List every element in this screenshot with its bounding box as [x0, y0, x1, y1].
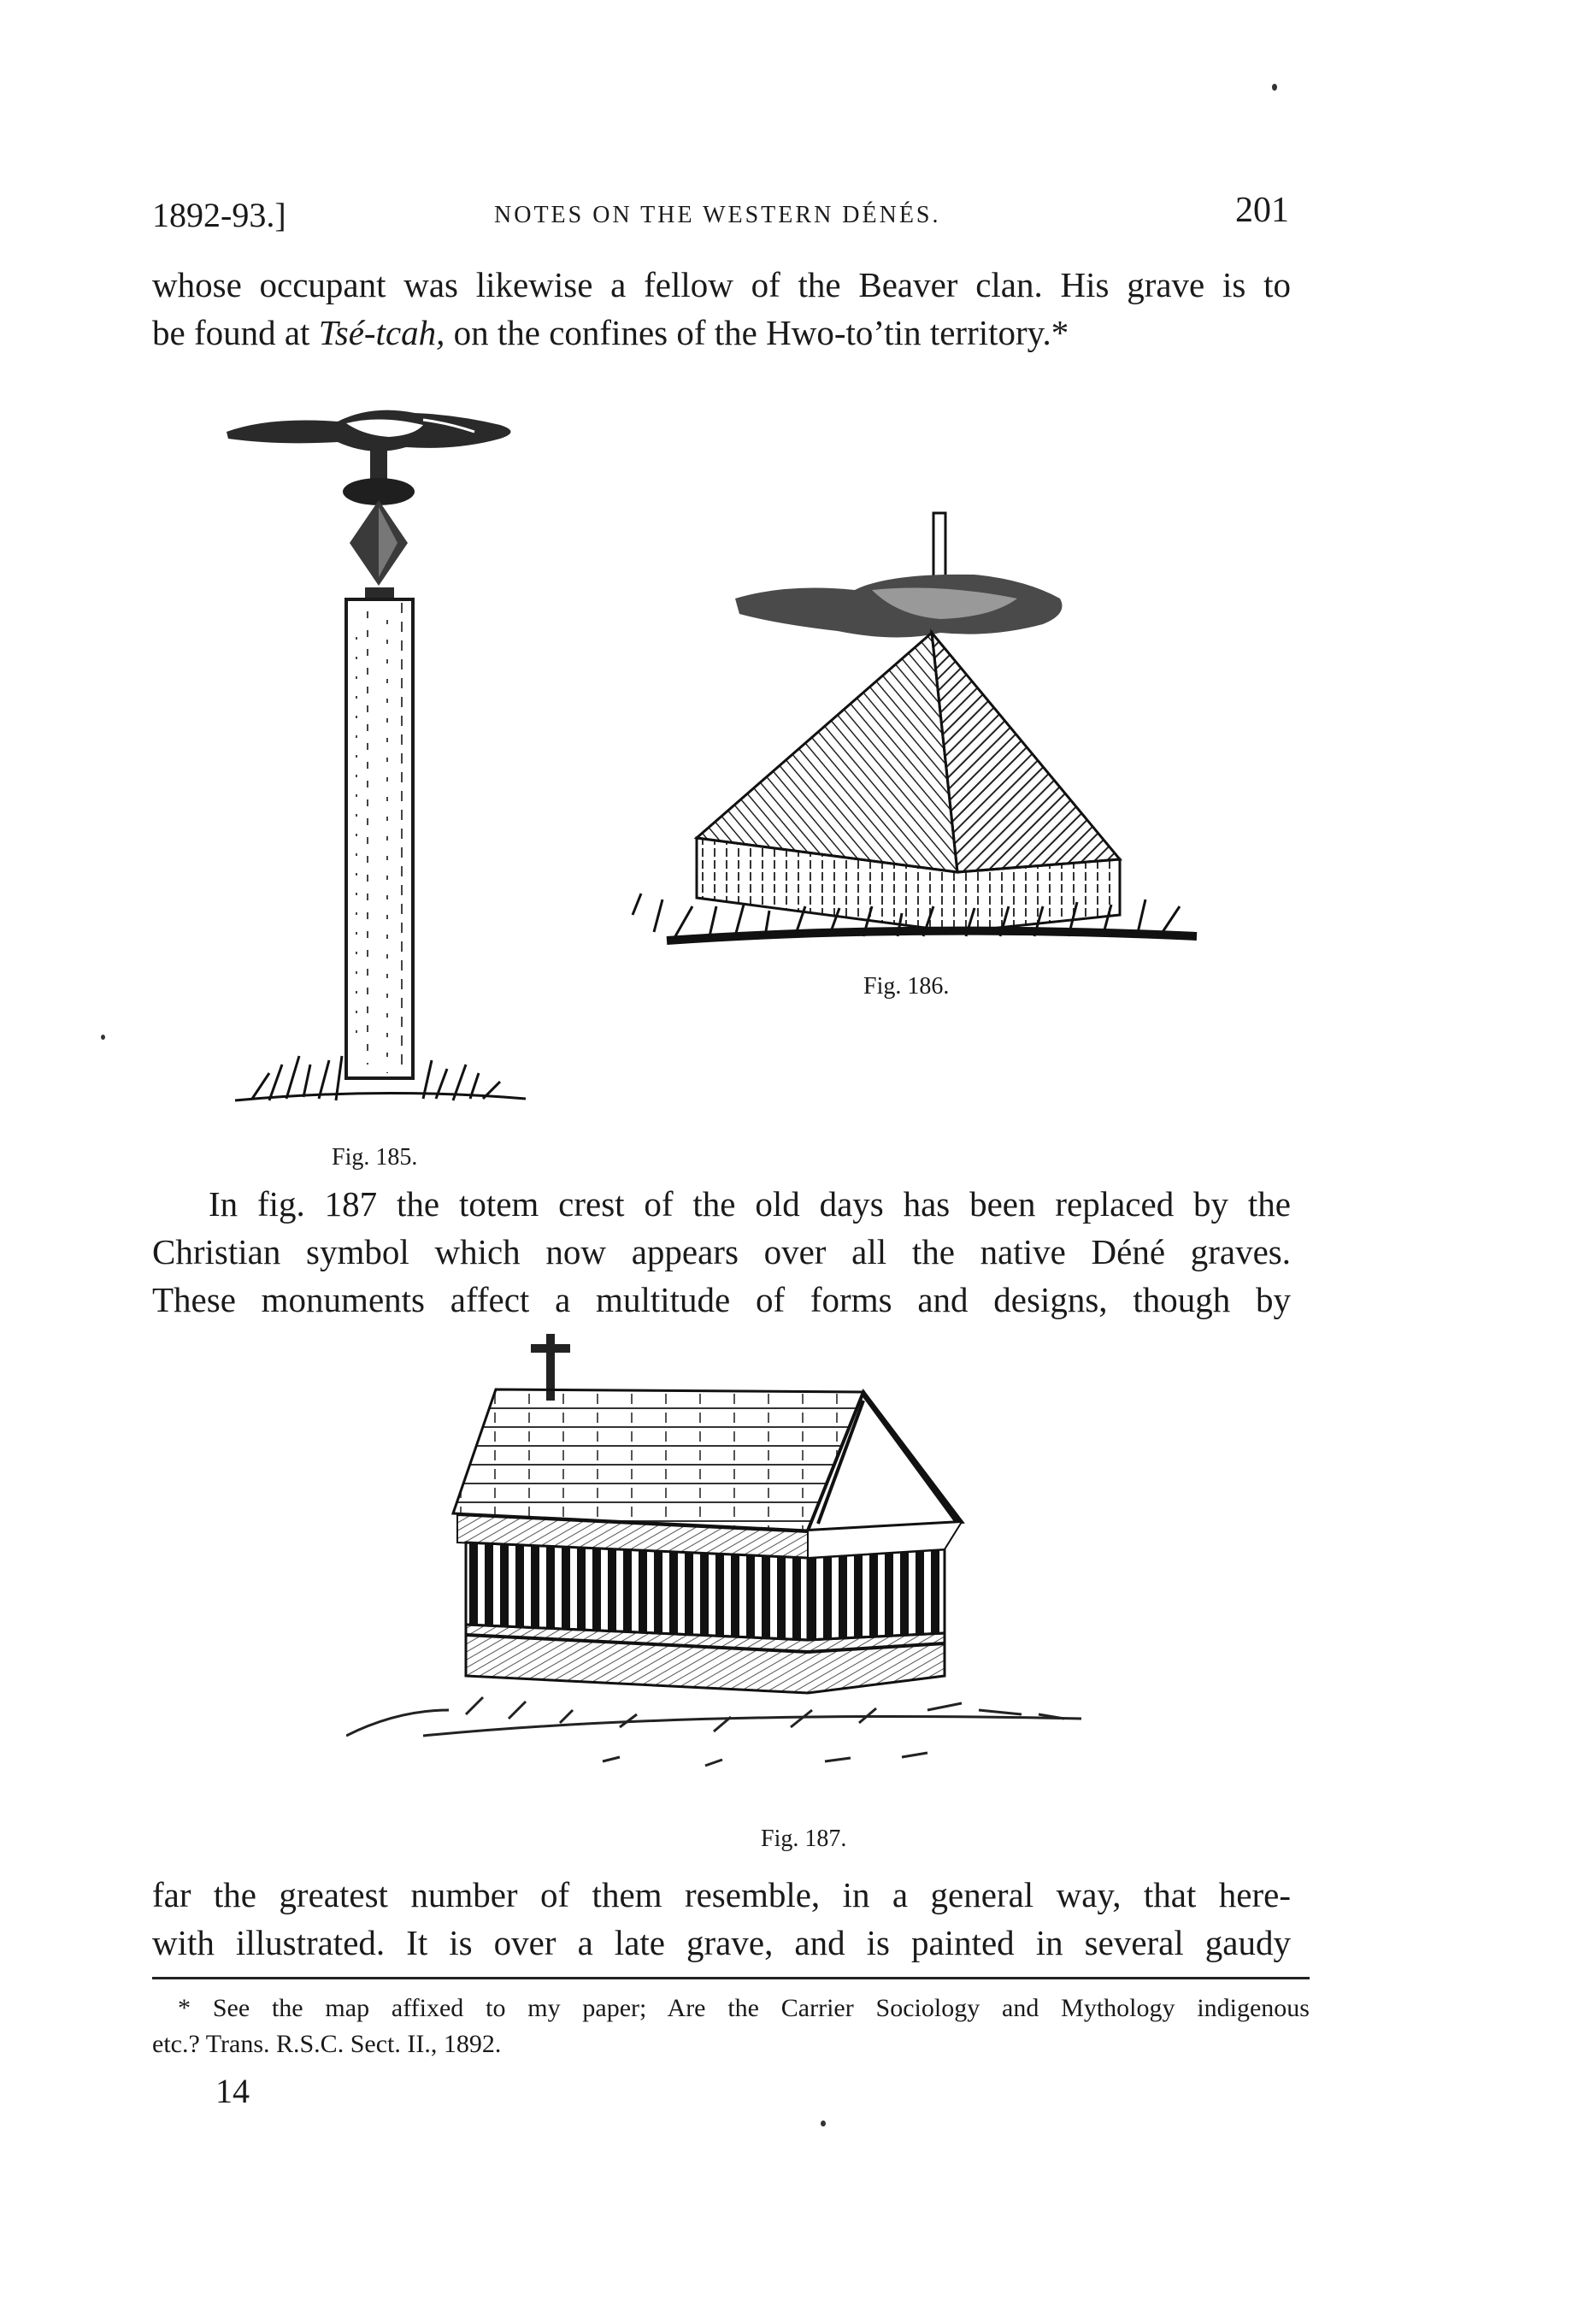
running-header: [152, 191, 1289, 246]
figure-186-illustration: [615, 504, 1214, 983]
figure-185-illustration: [218, 398, 551, 1141]
totem-pole-drawing: [218, 398, 551, 1141]
figure-187-illustration: [346, 1334, 1218, 1796]
figure-187-caption: Fig. 187.: [761, 1826, 847, 1852]
paragraph-2-line-3: These monuments affect a multitude of forms and designs, though by: [152, 1280, 1291, 1319]
paragraph-1: [152, 261, 1291, 357]
scan-speck: [101, 1035, 105, 1040]
paragraph-3: [152, 1871, 1291, 1967]
footnote-line-1: * See the map affixed to my paper; Are the Carrier Sociology and Mythology indigenous: [178, 1994, 1310, 2022]
pyramid-grave-drawing: [615, 504, 1214, 983]
line-text: on the confines of the Hwo-to’tin territory.*: [445, 313, 1069, 352]
paragraph-2-line-1: In fig. 187 the totem crest of the old days has been replaced by the: [209, 1184, 1291, 1224]
scan-speck: [821, 2121, 826, 2126]
paragraph-3-line-2: with illustrated. It is over a late grave, and is painted in several gaudy: [152, 1923, 1291, 1962]
footnote: [152, 1991, 1310, 2062]
paragraph-3-line-1: far the greatest number of them resemble, in a general way, that here-: [152, 1875, 1291, 1914]
scan-speck: [1272, 84, 1277, 91]
figure-186-caption: Fig. 186.: [863, 973, 950, 1000]
paragraph-1-line-1: whose occupant was likewise a fellow of the Beaver clan. His grave is to: [152, 265, 1291, 304]
line-text: be found at: [152, 313, 319, 352]
header-title: NOTES ON THE WESTERN DÉNÉS.: [494, 202, 941, 228]
paragraph-2: [152, 1180, 1291, 1324]
paragraph-2-line-2: Christian symbol which now appears over all the native Déné graves.: [152, 1232, 1291, 1271]
grave-house-drawing: [346, 1334, 1218, 1796]
header-volume: 1892-93.]: [152, 196, 286, 234]
footnote-rule: [152, 1977, 1310, 1979]
paragraph-1-line-2: [152, 309, 1291, 357]
footnote-line-2: etc.? Trans. R.S.C. Sect. II., 1892.: [152, 2030, 502, 2058]
figure-185-caption: Fig. 185.: [332, 1144, 418, 1171]
page-number: 201: [1235, 191, 1289, 230]
place-name: Tsé-tcah,: [318, 313, 445, 352]
signature-mark: 14: [215, 2072, 250, 2110]
